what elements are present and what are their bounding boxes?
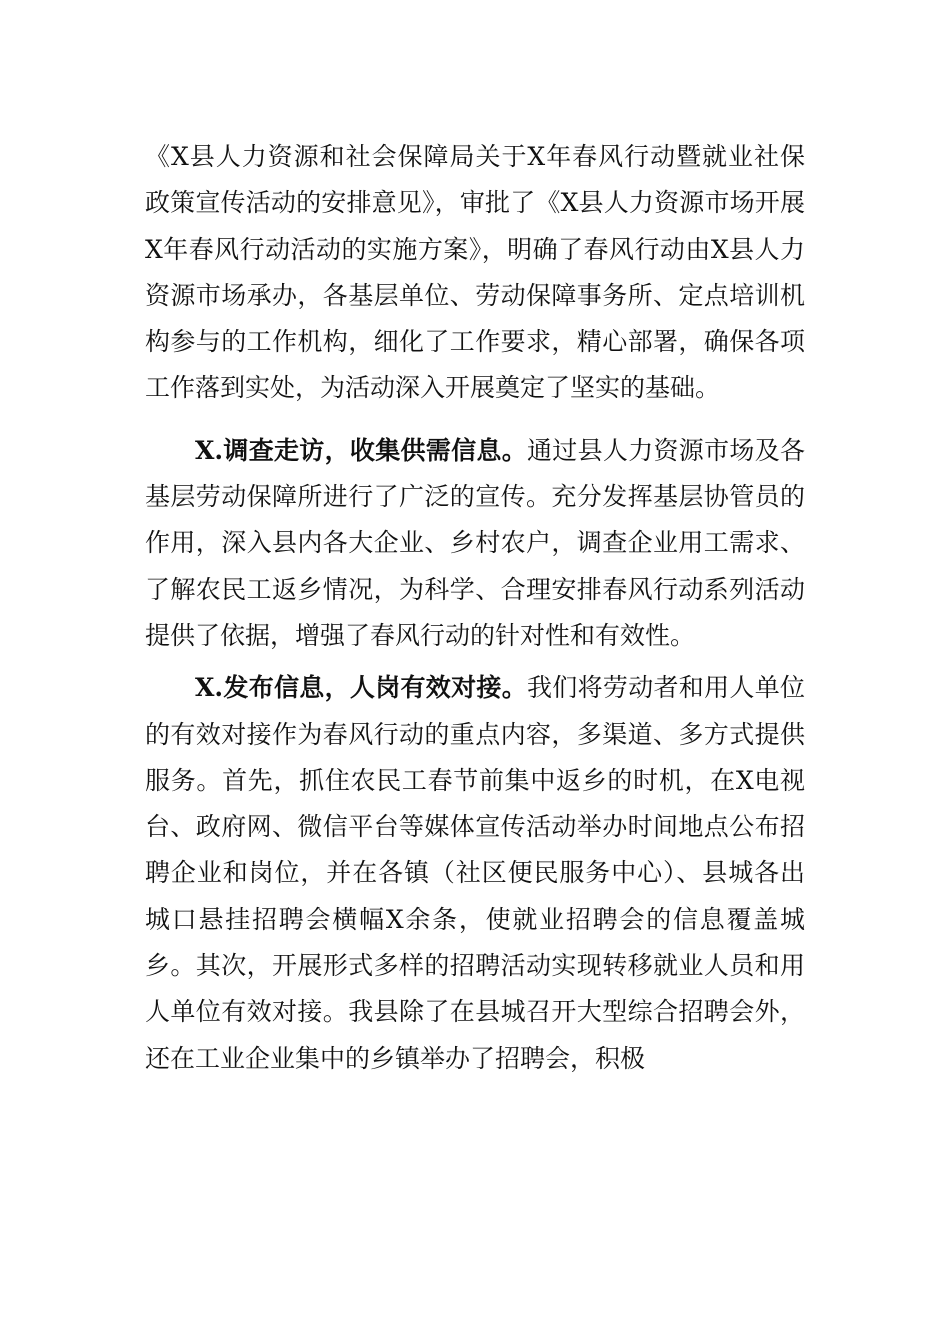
paragraph-1-text: 《X县人力资源和社会保障局关于X年春风行动暨就业社保政策宣传活动的安排意见》，审批了《X县人力资源市场开展X年春风行动活动的实施方案》，明确了春风行动由X县人力资源市场承办，各基层单位、劳动保障事务所、定点培训机构参与的工作机构，细化了工作要求，精心部署，确保各项工作落到实处，为活动深入开展奠定了坚实的基础。 [145, 142, 805, 403]
paragraph-2-text: 通过县人力资源市场及各基层劳动保障所进行了广泛的宣传。充分发挥基层协管员的作用，深入县内各大企业、乡村农户，调查企业用工需求、了解农民工返乡情况，为科学、合理安排春风行动系列活动提供了依据，增强了春风行动的针对性和有效性。 [145, 435, 805, 650]
paragraph-3-heading: X.发布信息，人岗有效对接。 [195, 673, 527, 703]
paragraph-3-text: 我们将劳动者和用人单位的有效对接作为春风行动的重点内容，多渠道、多方式提供服务。首先，抓住农民工春节前集中返乡的时机，在X电视台、政府网、微信平台等媒体宣传活动举办时间地点公布招聘企业和岗位，并在各镇（社区便民服务中心）、县城各出城口悬挂招聘会横幅X余条，使就业招聘会的信息覆盖城乡。其次，开展形式多样的招聘活动实现转移就业人员和用人单位有效对接。我县除了在县城召开大型综合招聘会外，还在工业企业集中的乡镇举办了招聘会，积极 [145, 673, 805, 1073]
paragraph-3 [145, 665, 805, 1082]
document-body [145, 134, 805, 1082]
paragraph-2 [145, 428, 805, 659]
paragraph-2-heading: X.调查走访，收集供需信息。 [195, 435, 527, 465]
paragraph-1 [145, 134, 805, 412]
